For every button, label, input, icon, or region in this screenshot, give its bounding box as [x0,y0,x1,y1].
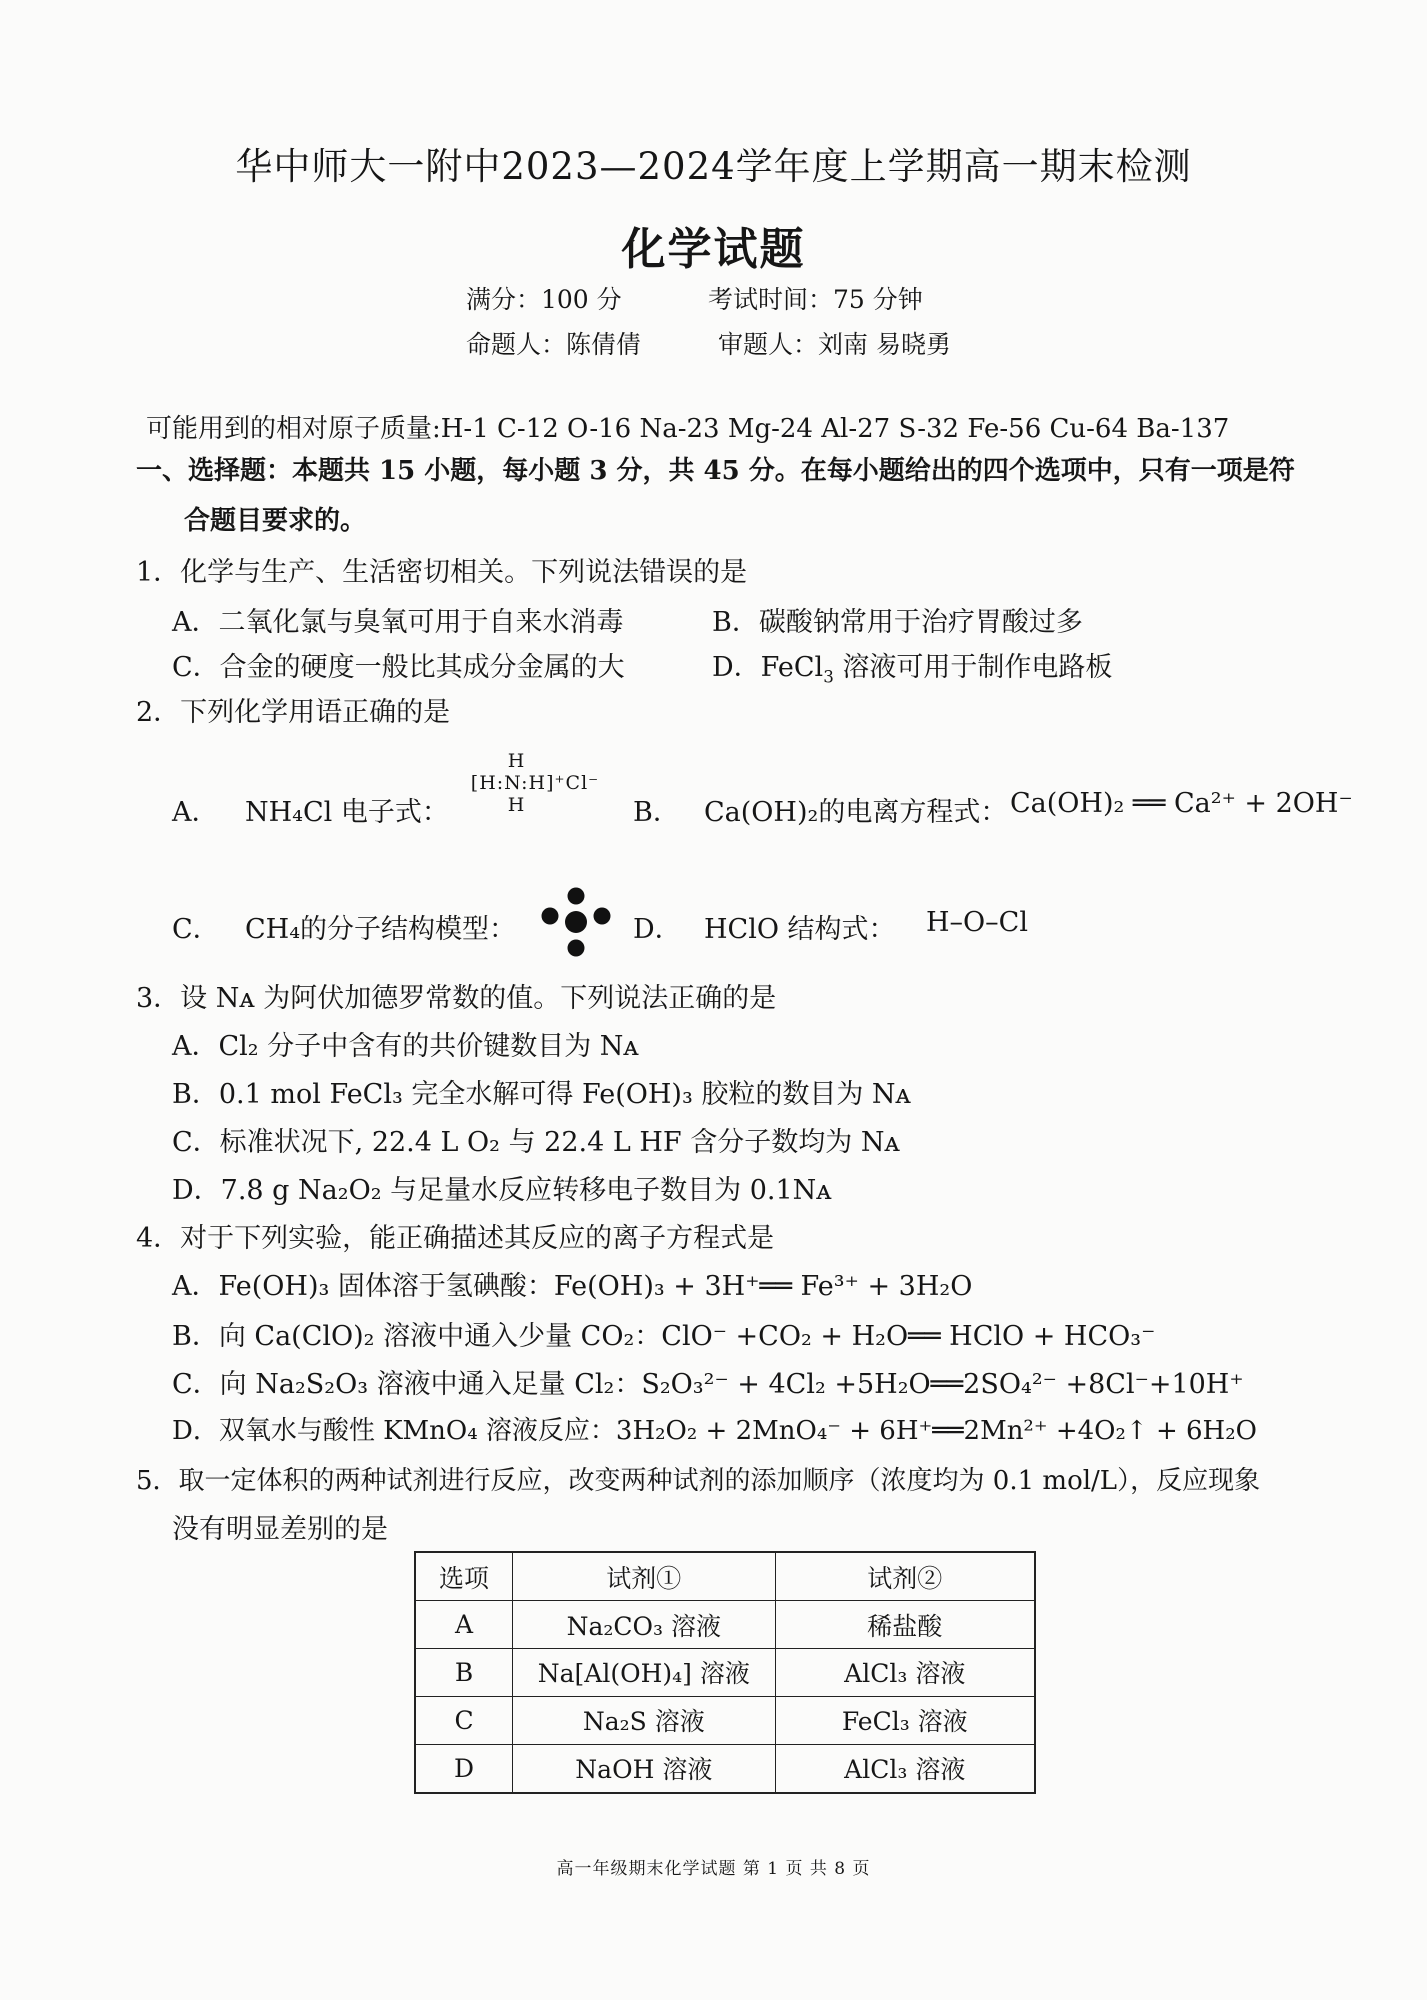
table-cell: D [415,1744,513,1793]
nh4cl-electron-formula [460,750,610,816]
table-header-row [415,1552,1035,1601]
table-row [415,1649,1035,1697]
table-header: 选项 [415,1552,513,1601]
q2-option-d-structure: H–O–Cl [926,907,1028,938]
table-row [415,1744,1035,1793]
table-cell: Na[Al(OH)₄] 溶液 [513,1649,775,1697]
reagent-table [414,1551,1036,1794]
q2-option-d-text: HClO 结构式： [704,914,896,945]
q2-option-c-text: CH₄的分子结构模型： [245,914,517,945]
q1-option-c: C．合金的硬度一般比其成分金属的大 [172,652,625,683]
q1-option-d [712,645,1113,687]
table-cell: AlCl₃ 溶液 [775,1744,1035,1793]
q4-stem: 4．对于下列实验，能正确描述其反应的离子方程式是 [136,1223,775,1254]
table-cell: Na₂CO₃ 溶液 [513,1601,775,1649]
q2-option-b-equation: Ca(OH)₂ ══ Ca²⁺ + 2OH⁻ [1010,788,1353,819]
lewis-bottom-h: H [507,794,525,816]
page-footer: 高一年级期末化学试题 第 1 页 共 8 页 [556,1859,871,1879]
subject-title: 化学试题 [621,224,806,275]
q4-option-c: C．向 Na₂S₂O₃ 溶液中通入足量 Cl₂：S₂O₃²⁻ + 4Cl₂ +5H₂O══2SO₄²⁻ +8Cl⁻+10H⁺ [172,1369,1244,1400]
exam-time: 考试时间：75 分钟 [708,285,923,314]
q3-option-c: C．标准状况下, 22.4 L O₂ 与 22.4 L HF 含分子数均为 Nᴀ [172,1127,900,1158]
table-cell: FeCl₃ 溶液 [775,1696,1035,1744]
q1-option-a: A．二氧化氯与臭氧可用于自来水消毒 [172,607,624,638]
q1-stem: 1．化学与生产、生活密切相关。下列说法错误的是 [136,557,748,588]
q5-stem-line2: 没有明显差别的是 [172,1514,388,1545]
lewis-middle: [H:N:H]⁺Cl⁻ [470,772,600,794]
section-heading-line1: 一、选择题：本题共 15 小题，每小题 3 分，共 45 分。在每小题给出的四个选项中，只有一项是符 [136,456,1295,486]
table-cell: 稀盐酸 [775,1601,1035,1649]
reviewers: 审题人：刘南 易晓勇 [718,330,951,359]
q4-option-b: B．向 Ca(ClO)₂ 溶液中通入少量 CO₂：ClO⁻ +CO₂ + H₂O══ HClO + HCO₃⁻ [172,1321,1156,1352]
table-cell: C [415,1696,513,1744]
q2-option-a-text: NH₄Cl 电子式： [245,797,449,828]
q2-stem: 2．下列化学用语正确的是 [136,697,451,728]
q2-option-b-label: B． [633,797,680,828]
table-cell: AlCl₃ 溶液 [775,1649,1035,1697]
table-header: 试剂② [775,1552,1035,1601]
q2-option-b-text: Ca(OH)₂的电离方程式： [704,797,1008,828]
author: 命题人：陈倩倩 [466,330,642,359]
q5-stem-line1: 5．取一定体积的两种试剂进行反应，改变两种试剂的添加顺序（浓度均为 0.1 mol/L），反应现象 [136,1466,1261,1496]
q1-option-d-sub: 3 [823,666,834,687]
q4-option-d: D．双氧水与酸性 KMnO₄ 溶液反应：3H₂O₂ + 2MnO₄⁻ + 6H⁺══2Mn²⁺ +4O₂↑ + 6H₂O [172,1416,1257,1446]
q3-option-b: B．0.1 mol FeCl₃ 完全水解可得 Fe(OH)₃ 胶粒的数目为 Nᴀ [172,1079,911,1110]
atomic-masses: 可能用到的相对原子质量:H-1 C-12 O-16 Na-23 Mg-24 Al-27 S-32 Fe-56 Cu-64 Ba-137 [146,414,1230,444]
table-cell: Na₂S 溶液 [513,1696,775,1744]
q3-option-d: D．7.8 g Na₂O₂ 与足量水反应转移电子数目为 0.1Nᴀ [172,1175,832,1206]
ch4-molecule-model-icon [540,886,612,958]
table-cell: B [415,1649,513,1697]
table-row [415,1601,1035,1649]
q1-option-d-suffix: 溶液可用于制作电路板 [833,652,1113,683]
q2-option-c-label: C． [172,914,220,945]
q2-option-a-label: A． [172,797,219,828]
full-score: 满分：100 分 [466,285,622,314]
table-cell: NaOH 溶液 [513,1744,775,1793]
q3-stem: 3．设 Nᴀ 为阿伏加德罗常数的值。下列说法正确的是 [136,983,777,1014]
q1-option-b: B．碳酸钠常用于治疗胃酸过多 [712,607,1083,638]
table-row [415,1696,1035,1744]
q1-option-d-prefix: D．FeCl [712,652,824,683]
q2-option-d-label: D． [633,914,682,945]
q3-option-a: A．Cl₂ 分子中含有的共价键数目为 Nᴀ [172,1031,639,1062]
exam-title: 华中师大一附中2023—2024学年度上学期高一期末检测 [235,145,1192,188]
lewis-top-h: H [507,750,525,772]
q4-option-a: A．Fe(OH)₃ 固体溶于氢碘酸：Fe(OH)₃ + 3H⁺══ Fe³⁺ + 3H₂O [172,1271,973,1302]
table-cell: A [415,1601,513,1649]
table-header: 试剂① [513,1552,775,1601]
section-heading-line2: 合题目要求的。 [184,506,367,536]
